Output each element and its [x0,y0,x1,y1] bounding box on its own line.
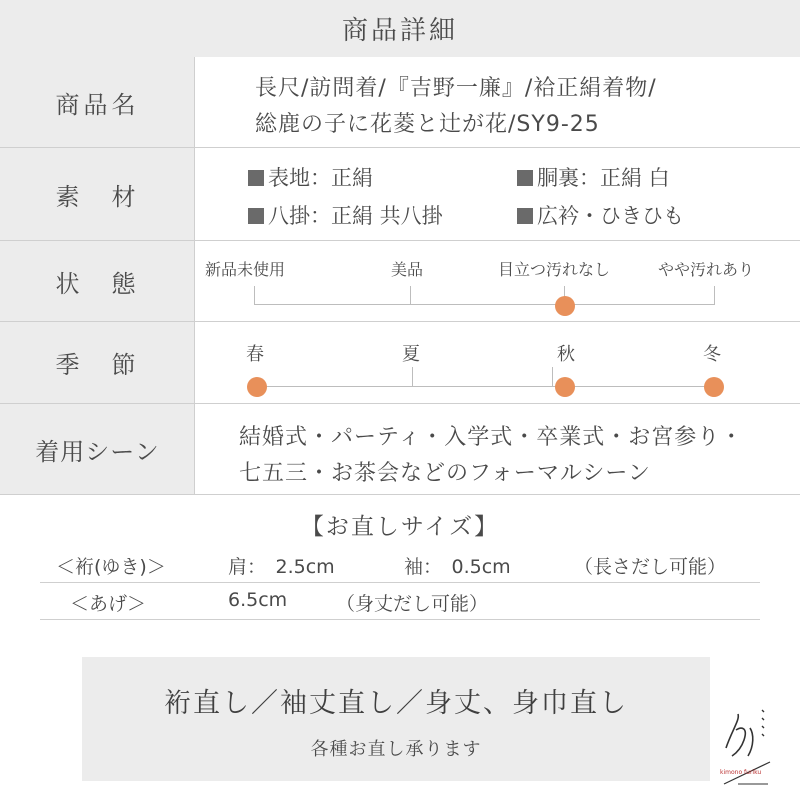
scene-line-2: 七五三・お茶会などのフォーマルシーン [239,461,651,486]
material-label: 素 材 [0,148,195,240]
season-marker-winter [704,377,724,397]
alteration-sleeve: 袖： 0.5cm [404,556,511,578]
season-autumn: 秋 [557,344,575,365]
material-item: 胴裏：正絹 白 [517,162,670,192]
alteration-note: （身丈だし可能） [336,593,489,615]
product-name-line-2: 総鹿の子に花菱と辻が花/SY9-25 [255,112,600,137]
condition-scale [195,241,800,321]
alteration-row-yuki [40,546,760,583]
season-winter: 冬 [703,344,721,365]
scene-label: 着用シーン [0,404,195,494]
condition-level: やや汚れあり [658,260,755,279]
condition-label: 状 態 [0,241,195,321]
condition-selected-marker [555,296,575,316]
alteration-title: 【お直しサイズ】 [300,514,500,540]
square-bullet-icon [248,208,264,224]
product-name-label: 商品名 [0,57,195,147]
furiku-logo-icon [718,700,774,790]
square-bullet-icon [248,170,264,186]
service-subtext: 各種お直し承ります [310,739,482,760]
alteration-service-box [82,657,710,781]
condition-level: 目立つ汚れなし [498,260,611,279]
alteration-length: 6.5cm [228,589,288,611]
season-spring: 春 [246,344,264,365]
condition-level: 美品 [391,260,424,279]
season-scale [195,322,800,403]
season-row [0,322,800,403]
material-item: 八掛：正絹 共八掛 [248,200,443,230]
season-label: 季 節 [0,322,195,403]
material-item: 広衿・ひきひも [517,200,684,230]
alteration-shoulder: 肩： 2.5cm [228,556,335,578]
scene-line-1: 結婚式・パーティ・入学式・卒業式・お宮参り・ [239,425,744,450]
svg-text:kimono furiku: kimono furiku [720,769,762,776]
product-name-line-1: 長尺/訪問着/『吉野一廉』/袷正絹着物/ [255,76,657,101]
service-heading: 裄直し／袖丈直し／身丈、身巾直し [164,688,628,719]
product-name-row [0,57,800,147]
alteration-row-age [40,583,760,620]
alteration-name: ＜あげ＞ [70,593,147,615]
material-row [0,148,800,240]
section-title: 商品詳細 [0,0,800,57]
condition-level: 新品未使用 [205,260,286,279]
condition-row [0,241,800,321]
season-marker-spring [247,377,267,397]
square-bullet-icon [517,208,533,224]
season-summer: 夏 [402,344,420,365]
alteration-name: ＜裄(ゆき)＞ [56,556,166,578]
square-bullet-icon [517,170,533,186]
season-marker-autumn [555,377,575,397]
scene-row [0,404,800,494]
material-item: 表地：正絹 [248,162,373,192]
alteration-note: （長さだし可能） [574,556,727,578]
